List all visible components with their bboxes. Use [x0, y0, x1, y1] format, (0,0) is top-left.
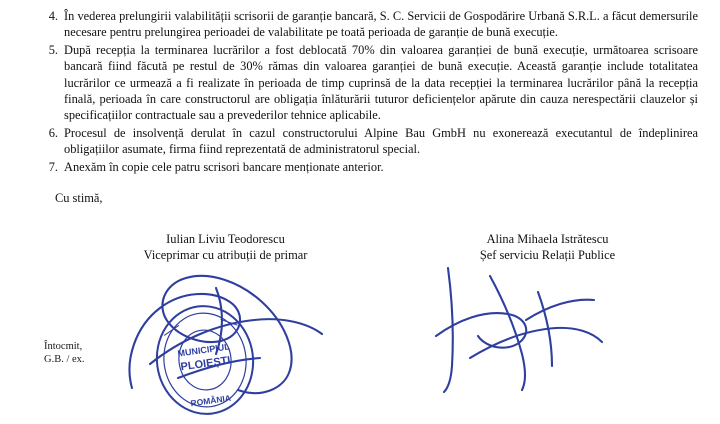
stamp-line-1: MUNICIPIUL [176, 341, 231, 359]
list-item-number: 4. [48, 9, 58, 23]
list-item-number: 5. [48, 43, 58, 58]
list-item-text: Anexăm în copie cele patru scrisori bancare menționate anterior. [64, 160, 384, 175]
signatory-name: Iulian Liviu Teodorescu [166, 232, 285, 247]
drafted-by-initials: G.B. / ex. [44, 354, 85, 366]
signatory-name: Alina Mihaela Istrătescu [486, 232, 609, 247]
signature-block-right [430, 232, 665, 264]
list-item-text: În vederea prelungirii valabilității scrisorii de garanție bancară, S. C. Servicii de Gospodărire Urbană S.R.L. a făcut demersurile necesare pentru prelungirea perioadei de valabilitate pe toată perioada de garanție de bună execuție. [64, 9, 698, 40]
closing-salutation: Cu stimă, [55, 191, 103, 206]
list-item [22, 42, 698, 123]
signatory-role: Viceprimar cu atribuții de primar [143, 248, 308, 263]
list-item [22, 125, 698, 157]
list-item [22, 159, 698, 175]
drafted-by-note [44, 340, 85, 366]
signature-area [22, 232, 698, 352]
drafted-by-label: Întocmit, [44, 341, 83, 352]
signatory-role: Șef serviciu Relații Publice [479, 248, 616, 263]
list-item-text: Procesul de insolvență derulat în cazul constructorului Alpine Bau GmbH nu exonerează executantul de îndeplinirea obligațiilor asumate, firma fiind reprezentată de administratorul special. [64, 125, 698, 156]
numbered-list [22, 8, 698, 175]
stamp-line-2: PLOIEȘTI [179, 354, 232, 374]
list-item-number: 7. [48, 160, 58, 175]
list-item-text: După recepția la terminarea lucrărilor a fost deblocată 70% din valoarea garanției de bună execuție, următoarea scrisoare bancară fiind făcută pe restul de 30% rămas din valoarea garanției de bună execuție. Această garanție include totalitatea lucrărilor ce urmează a fi realizate în perioada de timp cuprinsă de la data recepției la terminarea lucrărilor până la recepția finală, perioada în care constructorul are obligația înlăturării tuturor deficiențelor apărute din cauza nerespectării clauzelor și specificațiilor contractuale sau a prevederilor tehnice aplicabile. [64, 43, 698, 122]
list-item-number: 6. [48, 125, 58, 140]
list-item [22, 8, 698, 40]
signature-block-left [108, 232, 343, 264]
stamp-line-3: ROMÂNIA [189, 392, 232, 409]
